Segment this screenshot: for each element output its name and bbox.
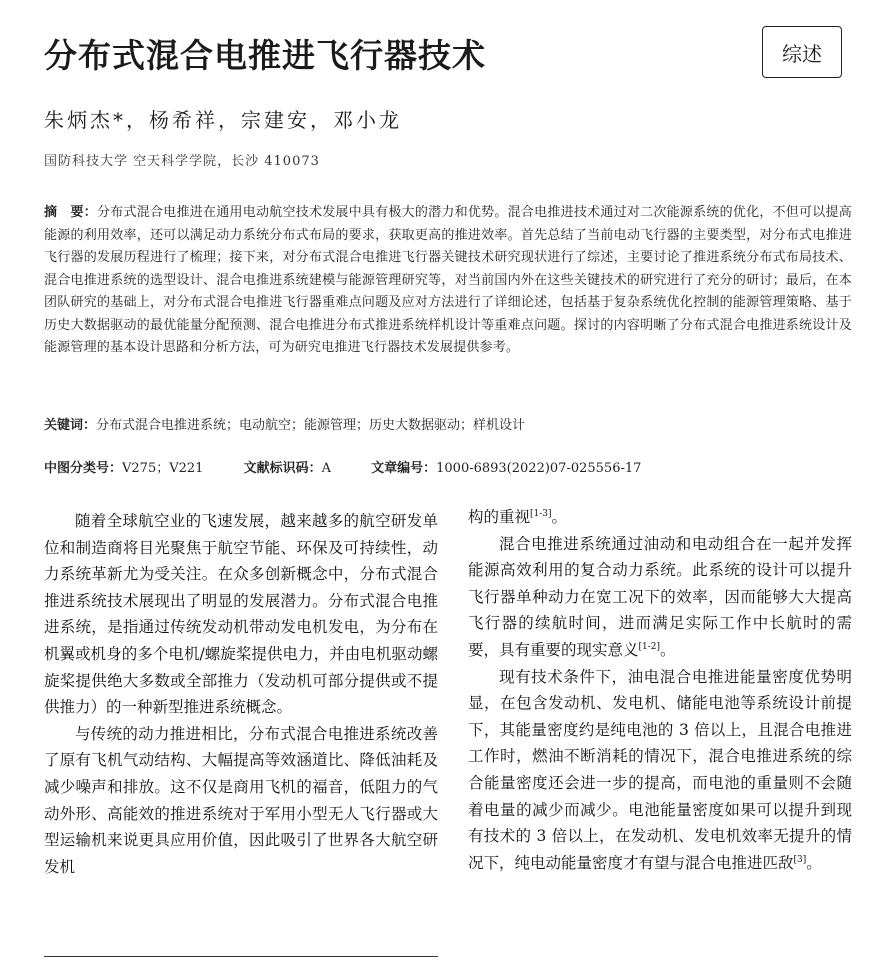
body-paragraph: 构的重视[1-3]。 xyxy=(468,508,568,526)
body-column-right xyxy=(468,504,852,876)
keywords-text: 分布式混合电推进系统；电动航空；能源管理；历史大数据驱动；样机设计 xyxy=(96,418,526,433)
article-number-value: 1000-6893(2022)07-025556-17 xyxy=(436,461,642,476)
doc-code-label: 文献标识码： xyxy=(243,461,322,476)
clc-label: 中图分类号： xyxy=(44,461,123,476)
affiliation: 国防科技大学 空天科学学院，长沙 410073 xyxy=(44,154,320,169)
keywords-label: 关键词： xyxy=(44,418,97,433)
citation-ref[interactable]: [1-2] xyxy=(638,641,661,652)
citation-ref[interactable]: [3] xyxy=(793,854,807,865)
body-column-left xyxy=(44,508,438,880)
paper-title: 分布式混合电推进飞行器技术 xyxy=(44,36,486,75)
abstract-label: 摘 要： xyxy=(44,205,97,220)
body-paragraph: 与传统的动力推进相比，分布式混合电推进系统改善了原有飞机气动结构、大幅提高等效涵道比、降低油耗及减少噪声和排放。这不仅是商用飞机的福音，低阻力的气动外形、高能效的推进系统对于军用小型无人飞行器或大型运输机来说更具应用价值，因此吸引了世界各大航空研发机 xyxy=(44,724,438,876)
author-list: 朱炳杰*，杨希祥，宗建安，邓小龙 xyxy=(44,108,402,132)
keywords xyxy=(44,414,852,433)
citation-ref[interactable]: [1-3] xyxy=(530,508,552,519)
footnote-divider xyxy=(44,956,438,957)
abstract-text: 分布式混合电推进在通用电动航空技术发展中具有极大的潜力和优势。混合电推进技术通过对二次能源系统的优化，不但可以提高能源的利用效率，还可以满足动力系统分布式布局的要求，获取更高的推进效率。首先总结了当前电动飞行器的主要类型，对分布式电推进飞行器的发展历程进行了梳理；接下来，对分布式混合电推进飞行器关键技术研究现状进行了综述，主要讨论了推进系统分布式布局技术、混合电推进系统的选型设计、混合电推进系统建模与能源管理研究等，对当前国内外在这些关键技术的研究进行了充分的研讨；最后，在本团队研究的基础上，对分布式混合电推进飞行器重难点问题及应对方法进行了详细论述，包括基于复杂系统优化控制的能源管理策略、基于历史大数据驱动的最优能量分配预测、混合电推进分布式推进系统样机设计等重难点问题。探讨的内容明晰了分布式混合电推进系统设计及能源管理的基本设计思路和分析方法，可为研究电推进飞行器技术发展提供参考。 xyxy=(44,205,852,355)
abstract xyxy=(44,202,852,360)
classification-info xyxy=(44,457,852,476)
body-paragraph: 混合电推进系统通过油动和电动组合在一起并发挥能源高效利用的复合动力系统。此系统的设计可以提升飞行器单种动力在宽工况下的效率，因而能够大大提高飞行器的续航时间，进而满足实际工作中长航时的需要，具有重要的现实意义[1-2]。 xyxy=(468,534,852,659)
body-paragraph: 现有技术条件下，油电混合电推进能量密度优势明显，在包含发动机、发电机、储能电池等系统设计前提下，其能量密度约是纯电池的 3 倍以上，且混合电推进工作时，燃油不断消耗的情况下，混合电推进系统的综合能量密度还会进一步的提高，而电池的重量则不会随着电量的减少而减少。电池能量密度如果可以提升到现有技术的 3 倍以上，在发动机、发电机效率无提升的情况下，纯电动能量密度才有望与混合电推进匹敌[3]。 xyxy=(468,667,852,872)
clc-value: V275；V221 xyxy=(122,461,204,476)
body-paragraph: 随着全球航空业的飞速发展，越来越多的航空研发单位和制造商将目光聚焦于航空节能、环保及可持续性，动力系统革新尤为受关注。在众多创新概念中，分布式混合推进系统技术展现出了明显的发展潜力。分布式混合电推进系统，是指通过传统发动机带动发电机发电，为分布在机翼或机身的多个电机/螺旋桨提供电力，并由电机驱动螺旋桨提供绝大多数或全部推力（发动机可部分提供或不提供推力）的一种新型推进系统概念。 xyxy=(44,512,438,717)
doc-code-value: A xyxy=(321,461,331,476)
article-number-label: 文章编号： xyxy=(371,461,437,476)
article-type-badge: 综述 xyxy=(762,26,842,78)
